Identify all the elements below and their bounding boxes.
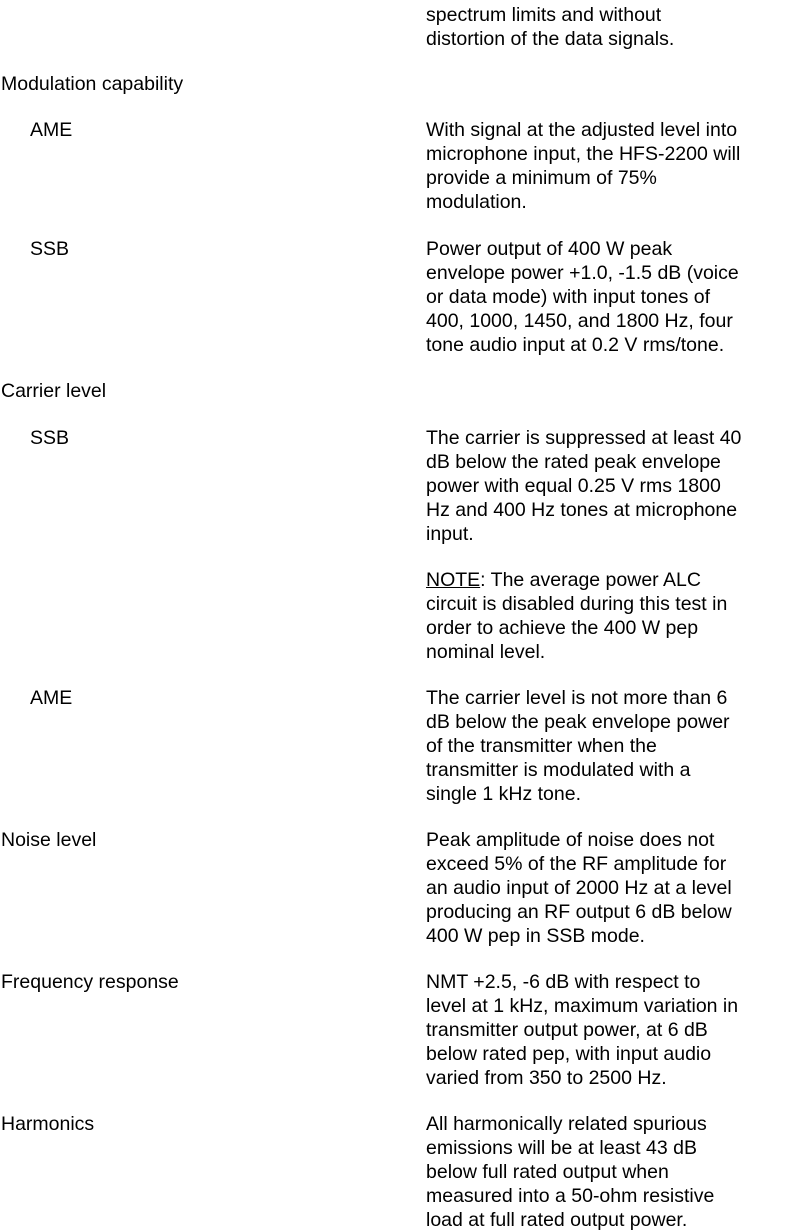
modulation-ssb-label: SSB [30,238,70,260]
carrier-ame-label: AME [30,687,73,709]
carrier-ssb-text: The carrier is suppressed at least 40 dB below the rated peak envelope power with equal 0.25 V rms 1800 Hz and 400 Hz tones at microphone input. [426,427,742,545]
harmonics-label: Harmonics [1,1113,95,1135]
continuation-text: spectrum limits and without distortion of the data signals. [426,4,675,50]
note-label: NOTE [426,569,481,591]
modulation-heading: Modulation capability [1,73,184,95]
carrier-note: NOTE: The average power ALC circuit is disabled during this test in order to achieve the 400 W pep nominal level. [426,569,728,663]
noise-text: Peak amplitude of noise does not exceed 5% of the RF amplitude for an audio input of 2000 Hz at a level producing an RF output 6 dB below 400 W pep in SSB mode. [426,829,732,947]
carrier-ame-text: The carrier level is not more than 6 dB below the peak envelope power of the transmitter when the transmitter is modulated with a single 1 kHz tone. [426,687,730,805]
noise-label: Noise level [1,829,97,851]
carrier-ssb-label: SSB [30,427,70,449]
frequency-text: NMT +2.5, -6 dB with respect to level at 1 kHz, maximum variation in transmitter output power, at 6 dB below rated pep, with input audio varied from 350 to 2500 Hz. [426,971,739,1089]
harmonics-text: All harmonically related spurious emissions will be at least 43 dB below full rated output when measured into a 50-ohm resistive load at full rated output power. [426,1113,715,1231]
modulation-ssb-text: Power output of 400 W peak envelope power +1.0, -1.5 dB (voice or data mode) with input tones of 400, 1000, 1450, and 1800 Hz, four tone audio input at 0.2 V rms/tone. [426,238,739,356]
frequency-label: Frequency response [1,971,179,993]
modulation-ame-label: AME [30,119,73,141]
carrier-heading: Carrier level [1,380,107,402]
modulation-ame-text: With signal at the adjusted level into microphone input, the HFS-2200 will provide a minimum of 75% modulation. [426,119,741,213]
